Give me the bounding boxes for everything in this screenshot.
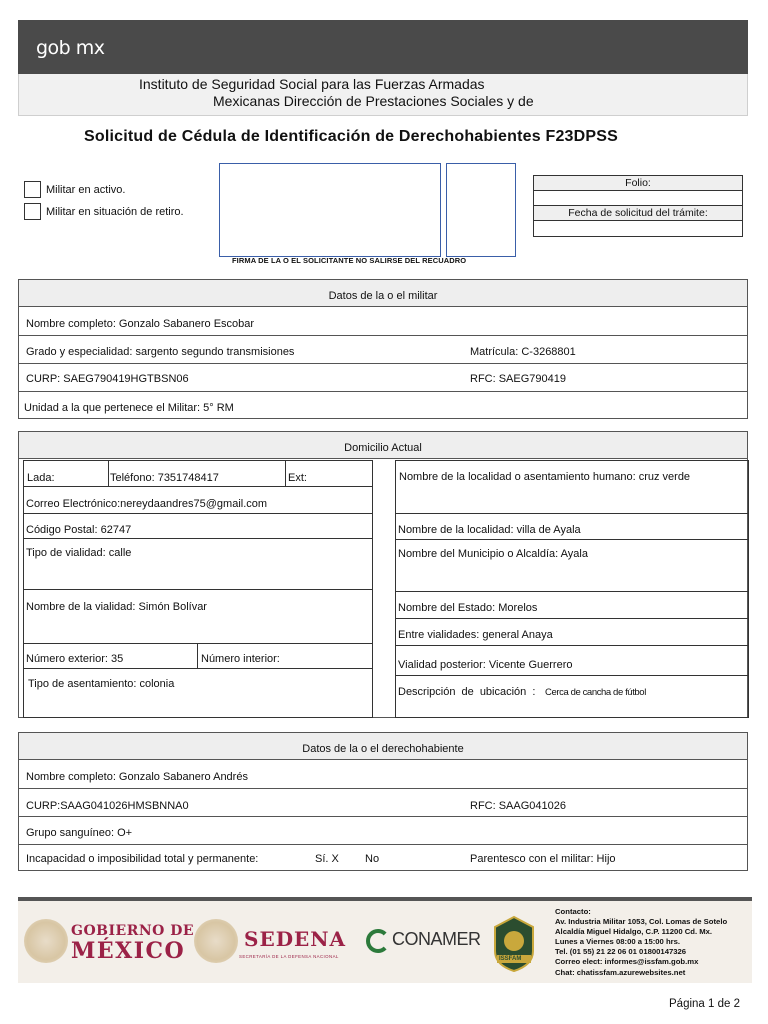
beneficiary-section-heading: Datos de la o el derechohabiente <box>19 733 747 760</box>
beneficiary-blood-row <box>19 817 747 845</box>
between-roads-field[interactable]: Entre vialidades: general Anaya <box>395 618 749 646</box>
option-retired-military[interactable] <box>24 203 184 220</box>
beneficiary-relationship: Parentesco con el militar: Hijo <box>470 853 616 865</box>
beneficiary-blood-type: Grupo sanguíneo: O+ <box>26 827 133 839</box>
signature-box[interactable] <box>219 163 441 257</box>
issfam-badge-icon <box>485 913 543 973</box>
contact-line: Lunes a Viernes 08:00 a 15:00 hrs. <box>555 937 681 947</box>
option-active-military[interactable] <box>24 181 125 198</box>
folio-label: Folio: <box>534 176 742 191</box>
photo-box <box>446 163 516 257</box>
institute-banner <box>18 74 748 116</box>
military-rfc: RFC: SAEG790419 <box>470 373 566 385</box>
request-date-label: Fecha de solicitud del trámite: <box>534 206 742 221</box>
form-title: Solicitud de Cédula de Identificación de Derechohabientes F23DPSS <box>84 128 619 145</box>
issfam-logo-text: ISSFAM <box>499 956 522 962</box>
beneficiary-rfc: RFC: SAAG041026 <box>470 800 566 812</box>
active-military-label: Militar en activo. <box>46 183 126 196</box>
signature-instruction: FIRMA DE LA O EL SOLICITANTE NO SALIRSE DEL RECUADRO <box>232 256 467 265</box>
disability-label: Incapacidad o imposibilidad total y permanente: <box>26 853 259 865</box>
state-field[interactable]: Nombre del Estado: Morelos <box>395 591 749 619</box>
request-date-field[interactable] <box>534 221 742 236</box>
contact-line: Chat: chatissfam.azurewebsites.net <box>555 967 686 977</box>
phone-field[interactable]: Teléfono: 7351748417 <box>108 460 286 487</box>
military-section-heading: Datos de la o el militar <box>19 280 747 307</box>
email-field[interactable]: Correo Electrónico:nereydaandres75@gmail.com <box>23 486 373 514</box>
interior-number-field[interactable]: Número interior: <box>197 643 373 669</box>
contact-line: Alcaldía Miguel Hidalgo, C.P. 11200 Cd. Mx. <box>555 927 713 937</box>
contact-line: Contacto: <box>555 907 591 916</box>
military-rank-row <box>19 336 747 364</box>
military-unit: Unidad a la que pertenece el Militar: 5° RM <box>24 402 234 414</box>
retired-military-label: Militar en situación de retiro. <box>46 205 184 218</box>
institute-name-line2: Mexicanas Dirección de Prestaciones Sociales y de <box>213 93 534 109</box>
military-unit-row <box>19 392 747 417</box>
folio-field[interactable] <box>534 191 742 206</box>
disability-yes[interactable]: Sí. X <box>315 853 339 865</box>
beneficiary-full-name: Nombre completo: Gonzalo Sabanero Andrés <box>26 771 248 783</box>
footer-logos <box>18 901 752 983</box>
locality-human-field[interactable]: Nombre de la localidad o asentamiento humano: cruz verde <box>395 460 749 514</box>
lada-field[interactable]: Lada: <box>23 460 109 487</box>
folio-table <box>533 175 743 237</box>
contact-line: Av. Industria Militar 1053, Col. Lomas de Sotelo <box>555 917 728 927</box>
exterior-number-field[interactable]: Número exterior: 35 <box>23 643 198 669</box>
military-curp-row <box>19 364 747 392</box>
beneficiary-disability-row <box>19 845 747 870</box>
conamer-logo-text: CONAMER <box>392 929 481 949</box>
road-name-field[interactable]: Nombre de la vialidad: Simón Bolívar <box>23 589 373 644</box>
municipality-field[interactable]: Nombre del Municipio o Alcaldía: Ayala <box>395 539 749 592</box>
locality-field[interactable]: Nombre de la localidad: villa de Ayala <box>395 513 749 540</box>
beneficiary-data-section <box>18 732 748 871</box>
conamer-logo-icon <box>366 929 390 953</box>
contact-line: Tel. (01 55) 21 22 06 01 01800147326 <box>555 947 687 957</box>
beneficiary-name-row <box>19 760 747 789</box>
sedena-logo-text: SEDENA <box>244 927 347 951</box>
settlement-type-field[interactable]: Tipo de asentamiento: colonia <box>23 668 373 718</box>
gob-mx-logo: gob mx <box>36 37 105 59</box>
institute-name-line1: Instituto de Seguridad Social para las Fuerzas Armadas <box>139 76 485 92</box>
military-data-section <box>18 279 748 419</box>
contact-line: Correo elect: informes@issfam.gob.mx <box>555 957 699 967</box>
page-number: Página 1 de 2 <box>669 998 740 1010</box>
gobierno-de-logo-text: GOBIERNO DE <box>71 923 195 939</box>
military-full-name: Nombre completo: Gonzalo Sabanero Escobar <box>26 318 255 330</box>
postal-code-field[interactable]: Código Postal: 62747 <box>23 513 373 539</box>
address-section <box>18 431 748 718</box>
military-rank: Grado y especialidad: sargento segundo transmisiones <box>26 346 295 358</box>
beneficiary-curp: CURP:SAAG041026HMSBNNA0 <box>26 800 189 812</box>
gob-header-bar <box>18 20 748 74</box>
mexico-logo-text: MÉXICO <box>71 938 186 964</box>
location-description-field[interactable]: Descripción de ubicación : Cerca de cancha de fútbol <box>395 675 749 718</box>
sedena-subtitle: SECRETARÍA DE LA DEFENSA NACIONAL <box>239 954 339 959</box>
military-name-row <box>19 307 747 336</box>
disability-no[interactable]: No <box>365 853 380 865</box>
military-matricula: Matrícula: C-3268801 <box>470 346 576 358</box>
address-section-heading: Domicilio Actual <box>19 432 747 459</box>
contact-info <box>555 907 727 978</box>
active-military-checkbox[interactable] <box>24 181 41 198</box>
rear-road-field[interactable]: Vialidad posterior: Vicente Guerrero <box>395 645 749 676</box>
road-type-field[interactable]: Tipo de vialidad: calle <box>23 538 373 590</box>
military-curp: CURP: SAEG790419HGTBSN06 <box>26 373 189 385</box>
sedena-seal-icon <box>194 919 238 963</box>
beneficiary-curp-row <box>19 789 747 817</box>
mexico-seal-icon <box>24 919 68 963</box>
extension-field[interactable]: Ext: <box>285 460 373 487</box>
retired-military-checkbox[interactable] <box>24 203 41 220</box>
